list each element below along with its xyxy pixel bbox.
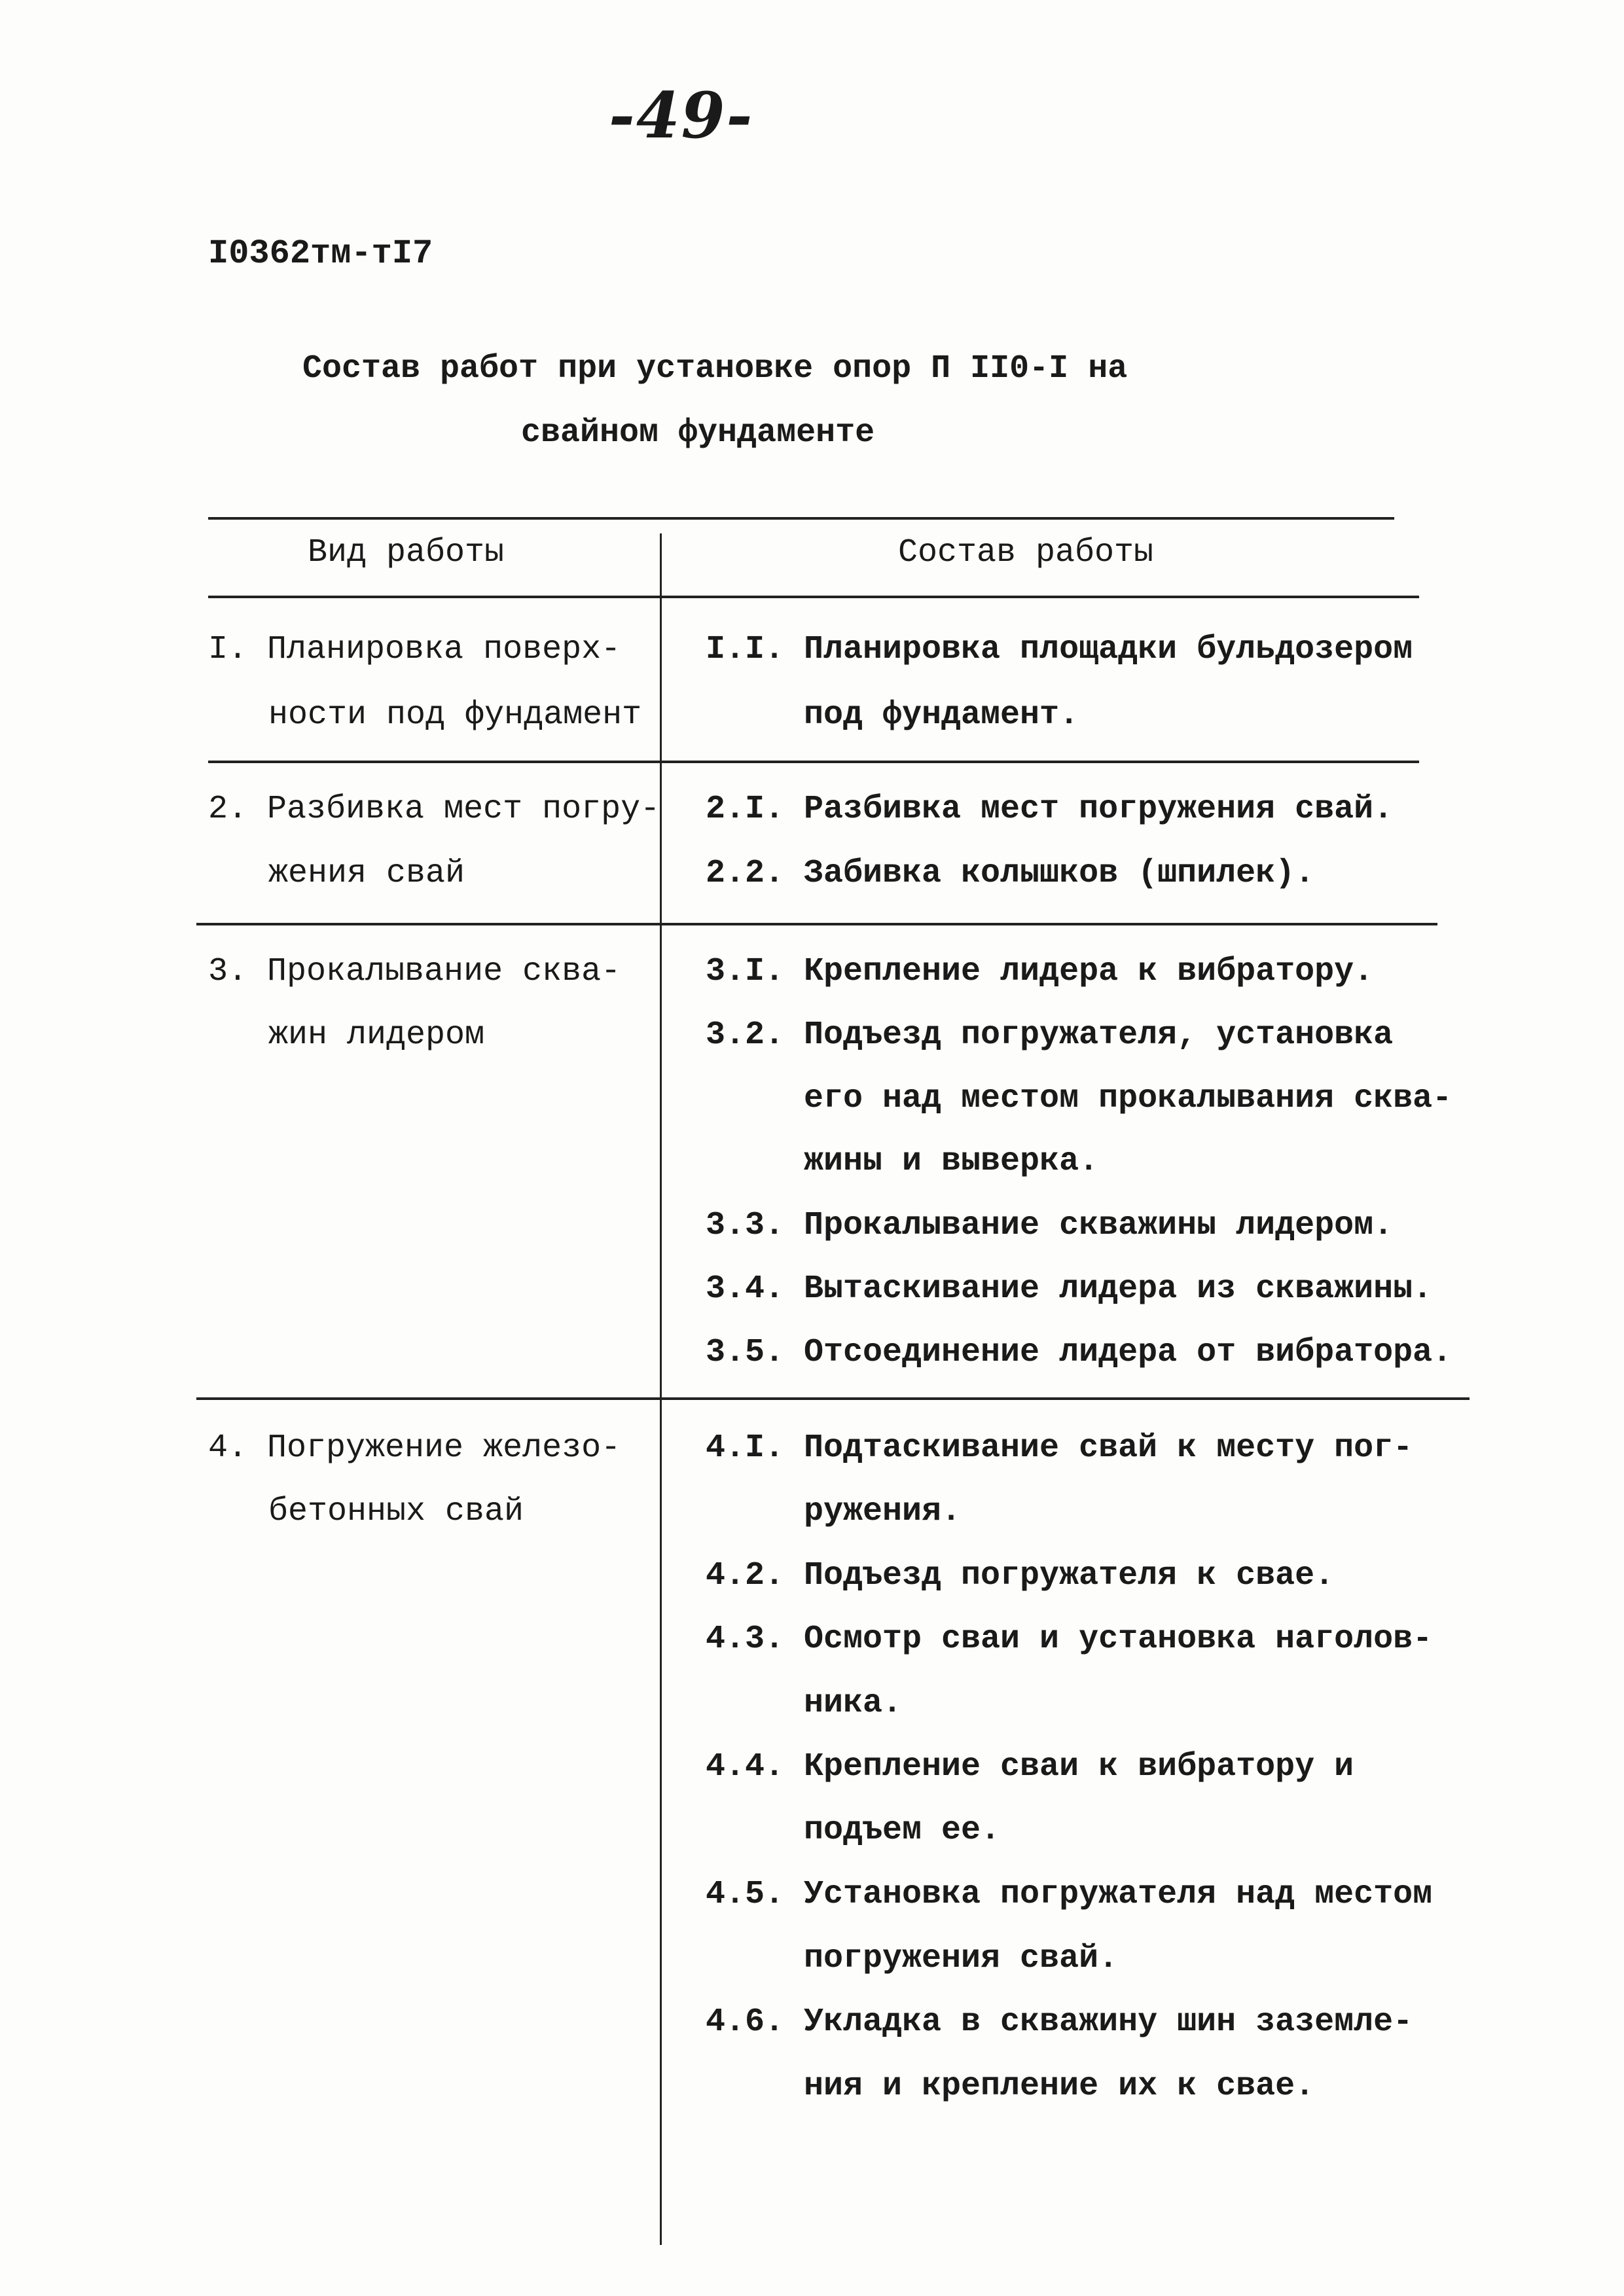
item-text: Осмотр сваи и установка наголов-: [804, 1621, 1433, 1658]
item-text: Укладка в скважину шин заземле-: [804, 2003, 1413, 2041]
item-text: Отсоединение лидера от вибратора.: [804, 1334, 1453, 1371]
work-type-2-line-2: жения свай: [268, 855, 465, 892]
item-text: Установка погружателя над местом: [804, 1876, 1433, 1913]
item-text: жины и выверка.: [804, 1143, 1099, 1180]
item-text: Разбивка мест погружения свай.: [804, 791, 1394, 828]
item-text: ружения.: [804, 1493, 962, 1530]
item-text: подъем ее.: [804, 1812, 1001, 1849]
document-title-line-2: свайном фундаменте: [521, 414, 875, 452]
item-text: Подъезд погружателя к свае.: [804, 1557, 1335, 1594]
work-type-1-line-2: ности под фундамент: [268, 696, 642, 734]
item-text: ника.: [804, 1685, 903, 1722]
item-number: 4.I.: [706, 1429, 785, 1467]
page-number: -49-: [609, 79, 754, 152]
item-text: ния и крепление их к свае.: [804, 2068, 1315, 2105]
item-number: 3.4.: [706, 1270, 785, 1308]
work-type-1-line-1: I. Планировка поверх-: [208, 631, 621, 668]
item-number: 4.4.: [706, 1748, 785, 1785]
item-text: Подтаскивание свай к месту пог-: [804, 1429, 1413, 1467]
item-text: Вытаскивание лидера из скважины.: [804, 1270, 1433, 1308]
item-number: 3.I.: [706, 953, 785, 990]
document-code: I0362тм-тI7: [208, 234, 433, 273]
item-text: Подъезд погружателя, установка: [804, 1016, 1394, 1054]
item-number: 3.2.: [706, 1016, 785, 1054]
item-number: 4.5.: [706, 1876, 785, 1913]
row-separator-2: [196, 923, 1437, 925]
item-number: I.I.: [706, 631, 785, 668]
item-number: 4.3.: [706, 1621, 785, 1658]
work-type-3-line-2: жин лидером: [268, 1016, 485, 1054]
table-top-rule: [208, 517, 1394, 520]
work-type-2-line-1: 2. Разбивка мест погру-: [208, 791, 660, 828]
item-number: 3.3.: [706, 1207, 785, 1244]
document-title-line-1: Состав работ при установке опор П II0-I на: [302, 350, 1128, 387]
work-type-4-line-2: бетонных свай: [268, 1493, 524, 1530]
row-separator-3: [196, 1397, 1470, 1400]
item-text: Планировка площадки бульдозером: [804, 631, 1413, 668]
header-composition: Состав работы: [898, 534, 1154, 571]
item-number: 2.I.: [706, 791, 785, 828]
work-type-4-line-1: 4. Погружение железо-: [208, 1429, 621, 1467]
item-text: Крепление сваи к вибратору и: [804, 1748, 1354, 1785]
column-divider: [660, 533, 662, 2245]
item-text: Крепление лидера к вибратору.: [804, 953, 1374, 990]
item-text: под фундамент.: [804, 696, 1079, 734]
item-number: 4.6.: [706, 2003, 785, 2041]
work-type-3-line-1: 3. Прокалывание сква-: [208, 953, 621, 990]
item-text: Прокалывание скважины лидером.: [804, 1207, 1394, 1244]
row-separator-1: [208, 761, 1419, 763]
item-number: 4.2.: [706, 1557, 785, 1594]
item-number: 3.5.: [706, 1334, 785, 1371]
header-bottom-rule: [208, 596, 1419, 598]
item-number: 2.2.: [706, 855, 785, 892]
item-text: Забивка колышков (шпилек).: [804, 855, 1315, 892]
item-text: погружения свай.: [804, 1940, 1119, 1977]
item-text: его над местом прокалывания сква-: [804, 1080, 1453, 1117]
header-work-type: Вид работы: [308, 534, 505, 571]
